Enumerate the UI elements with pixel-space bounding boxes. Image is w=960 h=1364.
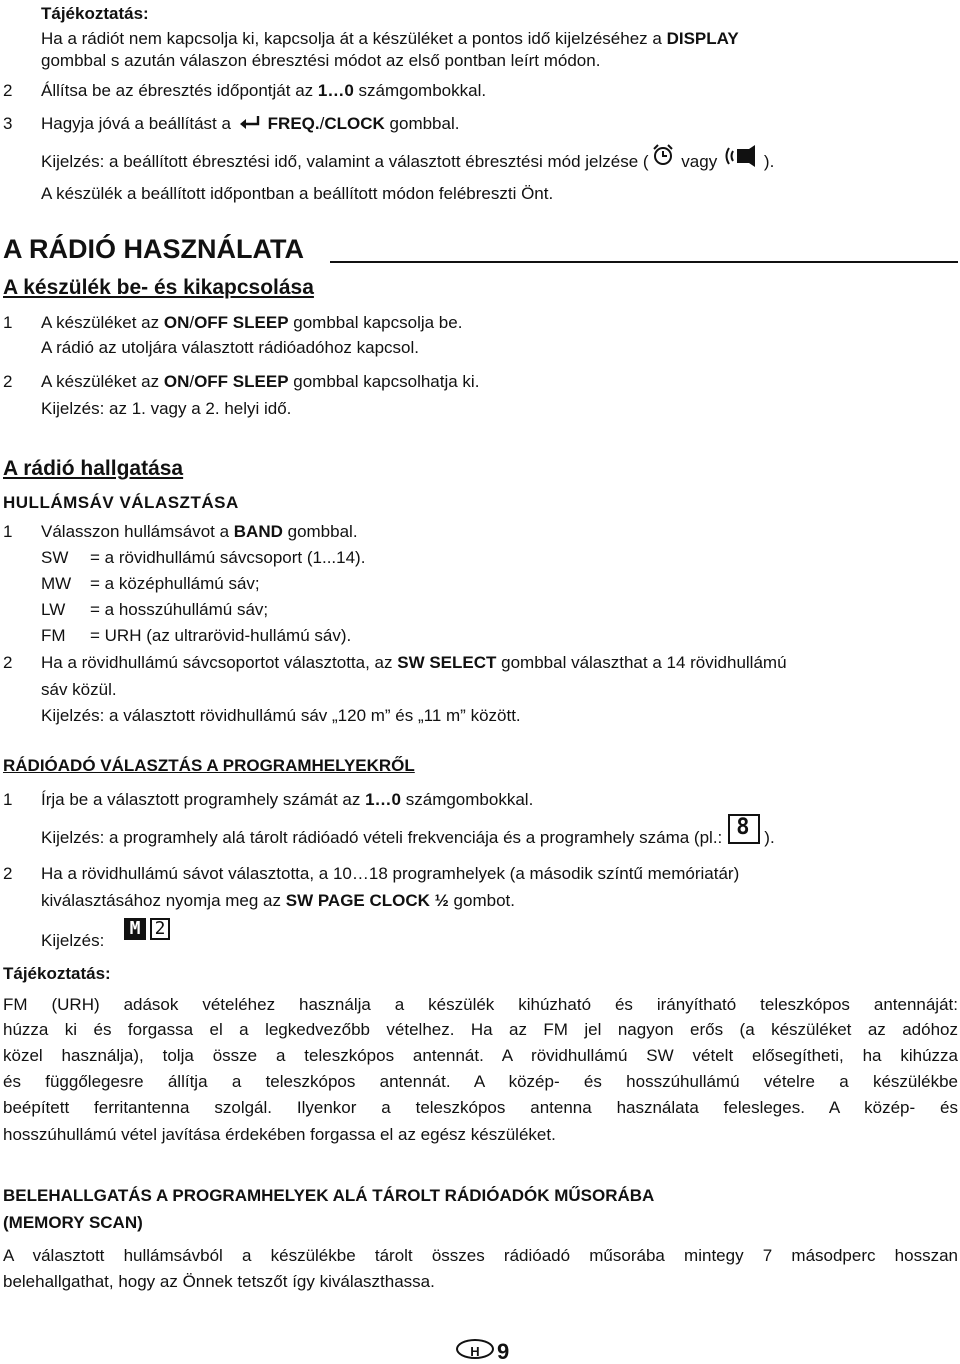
band-step-1: Válasszon hullámsávot a BAND gombbal. bbox=[41, 522, 358, 541]
alarm-display-line: Kijelzés: a beállított ébresztési idő, valamint a választott ébresztési mód jelzése ( vagy ). bbox=[41, 152, 774, 173]
language-badge: H bbox=[456, 1339, 494, 1359]
fm-note-line: és függőlegesre állítja a teleszkópos antennát. A közép- és hosszúhullámú vételre a készülékbe bbox=[3, 1072, 958, 1091]
fm-note-line: FM (URH) adások vételéhez használja a készülék kihúzható és irányítható teleszkópos antennáját: bbox=[3, 995, 958, 1014]
program-step-2-display: Kijelzés: bbox=[41, 931, 105, 950]
page-number: 9 bbox=[497, 1339, 510, 1364]
onoff-step-2-line-2: Kijelzés: az 1. vagy a 2. helyi idő. bbox=[41, 399, 292, 418]
band-step-2-line-3: Kijelzés: a választott rövidhullámú sáv „120 m” és „11 m” között. bbox=[41, 706, 521, 725]
band-row: SW = a rövidhullámú sávcsoport (1...14). bbox=[41, 548, 366, 567]
step-number: 2 bbox=[3, 653, 13, 672]
note-title: Tájékoztatás: bbox=[41, 4, 149, 23]
step-number: 2 bbox=[3, 864, 13, 883]
onoff-heading: A készülék be- és kikapcsolása bbox=[3, 276, 314, 299]
memory-indicator-display bbox=[124, 918, 172, 946]
fm-note-line: közel használja), tolja össze a teleszkópos antennát. A rövidhullámú SW vételt elősegítheti, ha kihúzza bbox=[3, 1046, 958, 1065]
alarm-wake-line: A készülék a beállított időpontban a beállított módon felébreszti Önt. bbox=[41, 184, 554, 203]
memory-scan-heading-2: (MEMORY SCAN) bbox=[3, 1213, 143, 1232]
program-step-2: Ha a rövidhullámú sávot választotta, a 10…18 programhelyek (a második színtű memóriatár) bbox=[41, 864, 740, 883]
fm-note-line: beépített ferritantenna szolgál. Ilyenkor a teleszkópos antenna használata felesleges. A közép- és bbox=[3, 1098, 958, 1117]
alarm-step-2: Állítsa be az ébresztés időpontját az 1…0 számgombokkal. bbox=[41, 81, 487, 100]
band-row: MW = a középhullámú sáv; bbox=[41, 574, 260, 593]
note-line-1: Ha a rádiót nem kapcsolja ki, kapcsolja át a készüléket a pontos idő kijelzéséhez a DISPLAY bbox=[41, 29, 739, 48]
band-step-2-line-2: sáv közül. bbox=[41, 680, 117, 699]
title-rule bbox=[330, 261, 958, 263]
memory-scan-line: A választott hullámsávból a készülékbe tárolt összes rádióadó műsorába mintegy 7 másodperc hosszan bbox=[3, 1246, 958, 1265]
memory-number: 2 bbox=[150, 918, 170, 940]
fm-note-title: Tájékoztatás: bbox=[3, 964, 111, 983]
memory-m-box: M bbox=[124, 918, 146, 940]
onoff-step-2: A készüléket az ON/OFF SLEEP gombbal kapcsolhatja ki. bbox=[41, 372, 480, 391]
memory-scan-heading: BELEHALLGATÁS A PROGRAMHELYEK ALÁ TÁROLT RÁDIÓADÓK MŰSORÁBA bbox=[3, 1186, 655, 1205]
step-number: 2 bbox=[3, 81, 13, 100]
band-row: LW = a hosszúhullámú sáv; bbox=[41, 600, 269, 619]
step-number: 3 bbox=[3, 114, 13, 133]
band-step-2: Ha a rövidhullámú sávcsoportot választotta, az SW SELECT gombbal választhat a 14 rövidhullámú bbox=[41, 653, 787, 672]
band-heading: HULLÁMSÁV VÁLASZTÁSA bbox=[3, 493, 239, 512]
lcd-digit-display: 8 bbox=[728, 814, 760, 844]
alarm-clock-icon bbox=[651, 143, 675, 172]
fm-note-line: húzza ki és forgassa el a legkedvezőbb vételhez. Ha az FM jel nagyon erős (a készüléket az adóhoz bbox=[3, 1020, 958, 1039]
program-step-2-line-2: kiválasztásához nyomja meg az SW PAGE CLOCK ½ gombot. bbox=[41, 891, 515, 910]
onoff-step-1-line-2: A rádió az utoljára választott rádióadóhoz kapcsol. bbox=[41, 338, 420, 357]
memory-scan-line-2: belehallgathat, hogy az Önnek tetszőt így kiválaszthassa. bbox=[3, 1272, 435, 1291]
band-row: FM = URH (az ultrarövid-hullámú sáv). bbox=[41, 626, 352, 645]
program-display-line: Kijelzés: a programhely alá tárolt rádióadó vételi frekvenciája és a programhely száma (pl.: 8 ). bbox=[41, 814, 775, 847]
program-step-1: Írja be a választott programhely számát az 1…0 számgombokkal. bbox=[41, 790, 534, 809]
buzzer-icon bbox=[724, 144, 762, 173]
note-line-2: gombbal s azután válaszon ébresztési módot az első pontban leírt módon. bbox=[41, 51, 601, 70]
fm-note-last-line: hosszúhullámú vétel javítása érdekében forgassa el az egész készüléket. bbox=[3, 1125, 556, 1144]
step-number: 2 bbox=[3, 372, 13, 391]
onoff-step-1: A készüléket az ON/OFF SLEEP gombbal kapcsolja be. bbox=[41, 313, 463, 332]
step-number: 1 bbox=[3, 313, 13, 332]
step-number: 1 bbox=[3, 790, 13, 809]
section-title: A RÁDIÓ HASZNÁLATA bbox=[3, 234, 304, 264]
program-heading: RÁDIÓADÓ VÁLASZTÁS A PROGRAMHELYEKRŐL bbox=[3, 756, 415, 775]
listening-heading: A rádió hallgatása bbox=[3, 457, 184, 480]
enter-arrow-icon bbox=[238, 114, 262, 135]
step-number: 1 bbox=[3, 522, 13, 541]
alarm-step-3: Hagyja jóvá a beállítást a FREQ./CLOCK gombbal. bbox=[41, 114, 459, 135]
